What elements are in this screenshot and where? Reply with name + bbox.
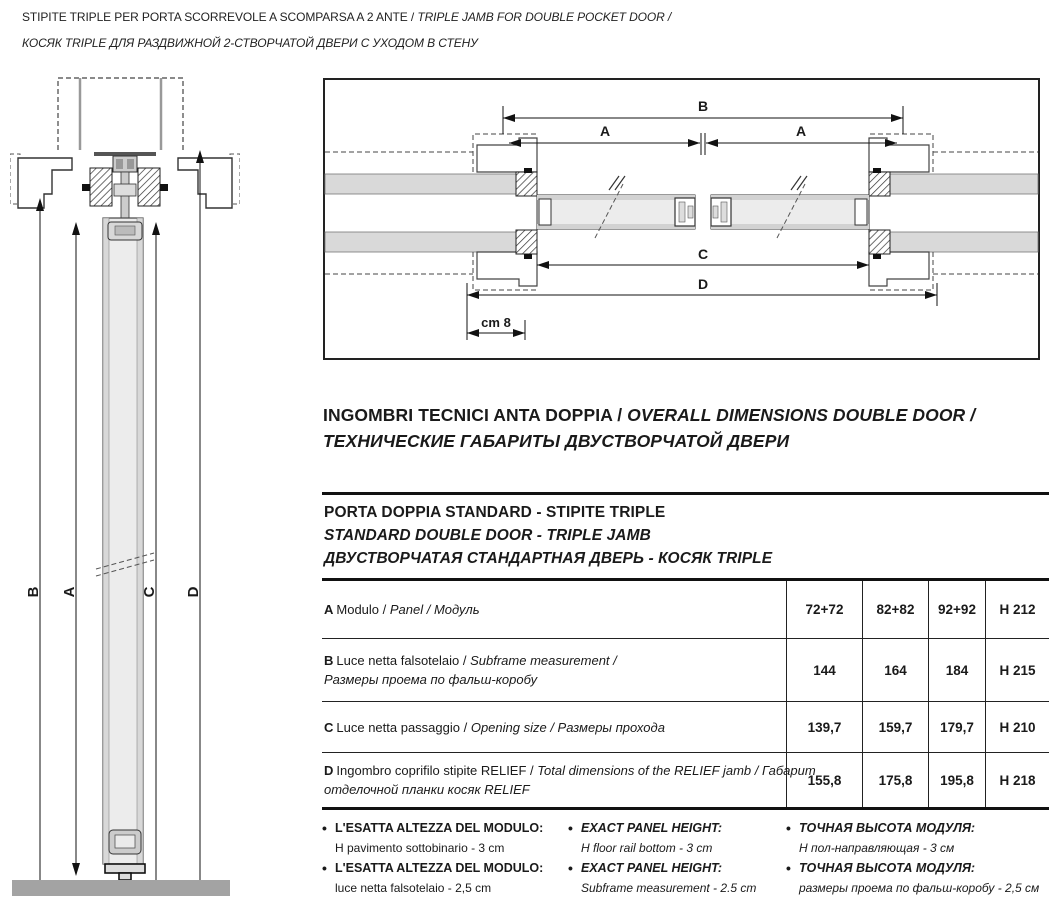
door-panel (96, 218, 154, 880)
value-cell: H 212 (985, 581, 1049, 638)
table-body (322, 581, 1049, 810)
plan-dim-d-label: D (697, 276, 709, 292)
plan-drawing (323, 78, 1040, 360)
spec-table (322, 492, 1049, 810)
section-heading (323, 402, 975, 454)
plan-dim-a-left-label: A (599, 123, 611, 139)
plan-dim-a-right-label: A (795, 123, 807, 139)
table-title-line3: ДВУСТВОРЧАТАЯ СТАНДАРТНАЯ ДВЕРЬ - КОСЯК TRIPLE (324, 550, 773, 567)
row-label-regular: Luce netta passaggio / (336, 719, 471, 735)
row-label-italic: Subframe measurement / (470, 653, 617, 668)
left-jamb-profile (18, 158, 72, 208)
section-dim-b-label: B (25, 586, 42, 598)
row-label-italic: Opening size / Размеры прохода (470, 719, 665, 735)
note (568, 818, 783, 858)
note (786, 858, 1052, 898)
vertical-section-drawing (10, 70, 240, 904)
notes-russian (786, 818, 1052, 898)
row-label-line2: отделочной планки косяк RELIEF (324, 782, 530, 797)
note (322, 818, 562, 858)
value-cell: 184 (928, 639, 985, 701)
value-cell: 195,8 (928, 753, 985, 807)
row-a-label (322, 600, 786, 619)
section-heading-line1 (323, 402, 975, 428)
plan-dim-c-label: C (697, 246, 709, 262)
title-it-en: STIPITE TRIPLE PER PORTA SCORREVOLE A SCOMPARSA A 2 ANTE / (22, 10, 418, 24)
heading-it: INGOMBRI TECNICI ANTA DOPPIA / (323, 405, 628, 425)
table-row-c (322, 701, 1049, 752)
note-title: • L'ESATTA ALTEZZA DEL MODULO: (335, 861, 544, 875)
row-label-regular: Luce netta falsotelaio / (336, 653, 471, 668)
section-dim-d-label: D (185, 586, 202, 598)
row-label-italic: Panel / Модуль (389, 602, 480, 617)
table-title-line2: STANDARD DOUBLE DOOR - TRIPLE JAMB (324, 527, 651, 544)
document-title-line1 (22, 4, 671, 30)
value-cell: 175,8 (862, 753, 928, 807)
floor (12, 880, 230, 896)
value-cell: 159,7 (862, 702, 928, 752)
notes-italian (322, 818, 562, 898)
table-title (322, 492, 1049, 581)
door-panels (537, 176, 869, 238)
row-label-line2: Размеры проема по фальш-коробу (324, 672, 538, 687)
row-b-label (322, 651, 786, 689)
note-title: • L'ESATTA ALTEZZA DEL MODULO: (335, 821, 544, 835)
value-cell: 72+72 (786, 581, 862, 638)
document-title (22, 4, 671, 56)
row-key: D (324, 763, 334, 778)
value-cell: H 210 (985, 702, 1049, 752)
row-label-regular: Modulo / (336, 602, 390, 617)
value-cell: 164 (862, 639, 928, 701)
note (568, 858, 783, 898)
note-title: • ТОЧНАЯ ВЫСОТА МОДУЛЯ: (799, 821, 976, 835)
row-key: A (324, 602, 334, 617)
track-plate (94, 152, 156, 156)
note (786, 818, 1052, 858)
row-key: C (324, 719, 334, 735)
notes-english (568, 818, 783, 898)
value-cell: 144 (786, 639, 862, 701)
value-cell: H 218 (985, 753, 1049, 807)
table-row-d (322, 752, 1049, 807)
note-text: Н пол-направляющая - 3 см (799, 841, 955, 855)
note-text: размеры проема по фальш-коробу - 2,5 см (799, 881, 1040, 895)
row-label-italic: Total dimensions of the RELIEF jamb / Габарит (537, 763, 816, 778)
plan-dim-cm8-label: cm 8 (481, 315, 511, 330)
note (322, 858, 562, 898)
value-cell: 155,8 (786, 753, 862, 807)
row-key: B (324, 653, 334, 668)
value-cell: 92+92 (928, 581, 985, 638)
right-jamb-profile (178, 158, 232, 208)
section-heading-line2: ТЕХНИЧЕСКИЕ ГАБАРИТЫ ДВУСТВОРЧАТОЙ ДВЕРИ (323, 431, 790, 451)
row-d-label (322, 761, 816, 799)
heading-en: OVERALL DIMENSIONS DOUBLE DOOR / (627, 405, 976, 425)
floor-guide (105, 864, 145, 873)
plan-dim-b-label: B (697, 98, 709, 114)
section-dim-a-label: A (61, 586, 78, 598)
section-dim-c-label: C (141, 586, 158, 598)
table-row-b (322, 638, 1049, 701)
note-text: Subframe measurement - 2.5 cm (581, 881, 757, 895)
right-hatch-block (138, 168, 160, 206)
wall-above-outline (58, 78, 183, 150)
title-en: TRIPLE JAMB FOR DOUBLE POCKET DOOR / (417, 10, 672, 24)
note-text: luce netta falsotelaio - 2,5 cm (335, 881, 492, 895)
document-title-line2: КОСЯК TRIPLE ДЛЯ РАЗДВИЖНОЙ 2-СТВОРЧАТОЙ ДВЕРИ С УХОДОМ В СТЕНУ (22, 36, 478, 50)
row-c-label (322, 718, 786, 737)
value-cell: 139,7 (786, 702, 862, 752)
value-cell: H 215 (985, 639, 1049, 701)
value-cell: 179,7 (928, 702, 985, 752)
value-cell: 82+82 (862, 581, 928, 638)
note-title: • ТОЧНАЯ ВЫСОТА МОДУЛЯ: (799, 861, 976, 875)
header-jamb-assembly (10, 152, 240, 220)
row-label-regular: Ingombro coprifilo stipite RELIEF / (336, 763, 538, 778)
table-row-a (322, 581, 1049, 638)
left-hatch-block (90, 168, 112, 206)
table-title-line1: PORTA DOPPIA STANDARD - STIPITE TRIPLE (324, 504, 666, 521)
meeting-stiles (675, 198, 731, 226)
note-title: • EXACT PANEL HEIGHT: (581, 821, 722, 835)
note-text: H floor rail bottom - 3 cm (581, 841, 713, 855)
note-title: • EXACT PANEL HEIGHT: (581, 861, 722, 875)
note-text: H pavimento sottobinario - 3 cm (335, 841, 505, 855)
